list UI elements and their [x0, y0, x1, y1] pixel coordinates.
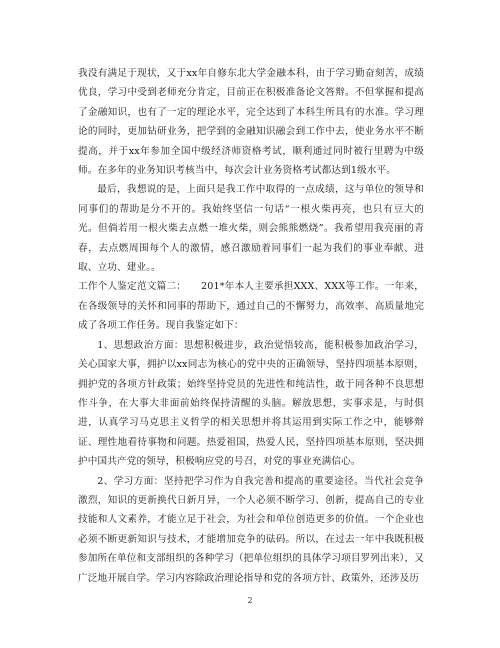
paragraph-study-aspect: 2、学习方面：坚持把学习作为自我完善和提高的重要途径。当代社会竞争激烈，知识的更新换代日新月异，一个人必须不断学习、创新，提高自己的专业技能和人文素养，才能立足于社会，为社会和单位创造更多的价值。一个企业也必须不断更新知识与技术，才能增加竞争的砝码。所以，在过去一年中我既积极参加所在单位和支部组织的各种学习（把单位组织的具体学习项目罗列出来），又广泛地开展自学。学习内容除政治理论指导和党的各项方针、政策外，还涉及历 — [78, 475, 424, 584]
document-body — [78, 64, 424, 588]
paragraph-sample-two-intro: 工作个人鉴定范文篇二： 201*年本人主要承担XXX、XXX等工作。一年来，在各级领导的关怀和同事的帮助下，通过自己的不懈努力，高效率、高质量地完成了各项工作任务。现自我鉴定如下： — [78, 281, 424, 332]
paragraph-political-aspect: 1、思想政治方面：思想积极进步，政治觉悟较高，能积极参加政治学习，关心国家大事，拥护以xx同志为核心的党中央的正确领导，坚持四项基本原则，拥护党的各项方针政策；始终坚持党员的先进性和纯洁性，敢于同各种不良思想作斗争，在大事大非面前始终保持清醒的头脑。解放思想，实事求是，与时俱进，认真学习马克思主义哲学的相关思想并将其运用到实际工作之中，能够辩证、理性地看待事物和问题。热爱祖国，热爱人民，坚持四项基本原则，坚决拥护中国共产党的领导，积极响应党的号召，对党的事业充满信心。 — [78, 339, 424, 468]
paragraph-closing-remarks: 最后，我想说的是，上面只是我工作中取得的一点成绩，这与单位的领导和同事们的帮助是分不开的。我始终坚信一句话“一根火柴再亮，也只有豆大的光。但倘若用一根火柴去点燃一堆火柴，则会熊熊燃烧”。我希望用我亮丽的青春，去点燃周围每个人的激情，感召激励着同事们一起为我们的事业奉献、进取、立功、建业。。 — [78, 184, 424, 274]
paragraph-study-continuation: 我没有满足于现状，又于xx年自修东北大学金融本科，由于学习勤奋刻苦，成绩优良，学习中受到老师充分肯定，目前正在积极准备论文答辩。不但掌握和提高了金融知识，也有了一定的理论水平，完全达到了本科生所具有的水准。学习理论的同时，更加钻研业务，把学到的金融知识融会到工作中去，使业务水平不断提高，并于xx年参加全国中级经济师资格考试，顺利通过同时被行里聘为中级师。在多年的业务知识考核当中，每次会计业务资格考试都达到1级水平。 — [78, 68, 424, 177]
page-number: 2 — [247, 596, 253, 605]
